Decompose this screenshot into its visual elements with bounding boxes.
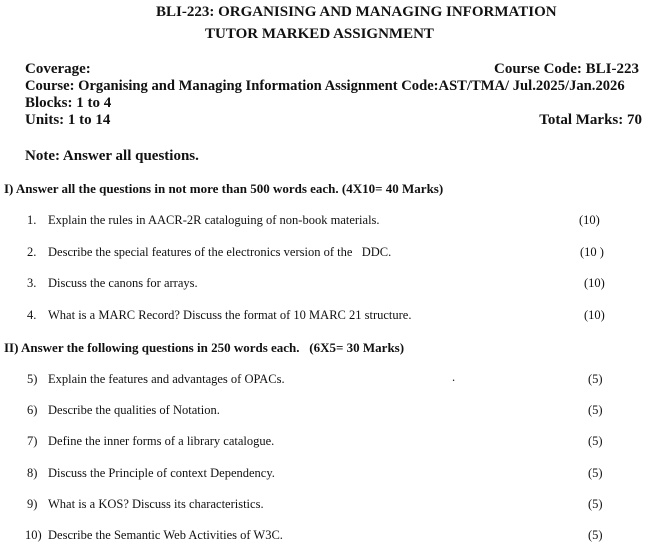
question-marks: (5) [588, 466, 603, 480]
question-number: 7) [27, 434, 38, 448]
question-number: 1. [27, 213, 37, 227]
course-line: Course: Organising and Managing Information Assignment Code:AST/TMA/ Jul.2025/Jan.2026 [25, 78, 625, 94]
question-marks: (5) [588, 434, 603, 448]
total-marks: Total Marks: 70 [539, 112, 642, 128]
note: Note: Answer all questions. [25, 148, 199, 164]
question-marks: (10) [579, 213, 600, 227]
question-text: Explain the rules in AACR-2R cataloguing of non-book materials. [48, 213, 380, 227]
question-marks: (5) [588, 497, 603, 511]
question-text: Describe the Semantic Web Activities of W3C. [48, 528, 283, 542]
blocks-info: Blocks: 1 to 4 [25, 95, 112, 111]
coverage-label: Coverage: [25, 61, 91, 77]
question-marks: (5) [588, 403, 603, 417]
question-number: 2. [27, 245, 37, 259]
question-number: 5) [27, 372, 38, 386]
question-text: Discuss the Principle of context Dependency. [48, 466, 275, 480]
question-marks: (5) [588, 528, 603, 542]
document-subtitle: TUTOR MARKED ASSIGNMENT [205, 26, 434, 42]
stray-dot: . [452, 370, 456, 384]
question-number: 4. [27, 308, 37, 322]
question-marks: (10) [584, 276, 605, 290]
question-number: 8) [27, 466, 38, 480]
question-number: 10) [25, 528, 42, 542]
course-code: Course Code: BLI-223 [494, 61, 639, 77]
question-text: Define the inner forms of a library catalogue. [48, 434, 275, 448]
section-2-heading: II) Answer the following questions in 250 words each. (6X5= 30 Marks) [4, 340, 405, 355]
question-text: Describe the qualities of Notation. [48, 403, 220, 417]
document-title: BLI-223: ORGANISING AND MANAGING INFORMATION [156, 4, 557, 20]
question-text: What is a MARC Record? Discuss the format of 10 MARC 21 structure. [48, 308, 412, 322]
question-text: Discuss the canons for arrays. [48, 276, 198, 290]
units-info: Units: 1 to 14 [25, 112, 111, 128]
question-number: 6) [27, 403, 38, 417]
question-text: Explain the features and advantages of OPACs. [48, 372, 285, 386]
question-number: 9) [27, 497, 38, 511]
question-text: What is a KOS? Discuss its characteristics. [48, 497, 264, 511]
section-1-heading: I) Answer all the questions in not more than 500 words each. (4X10= 40 Marks) [4, 181, 444, 196]
question-number: 3. [27, 276, 37, 290]
question-text: Describe the special features of the electronics version of the DDC. [48, 245, 392, 259]
question-marks: (10) [584, 308, 605, 322]
question-marks: (10 ) [580, 245, 604, 259]
question-marks: (5) [588, 372, 603, 386]
